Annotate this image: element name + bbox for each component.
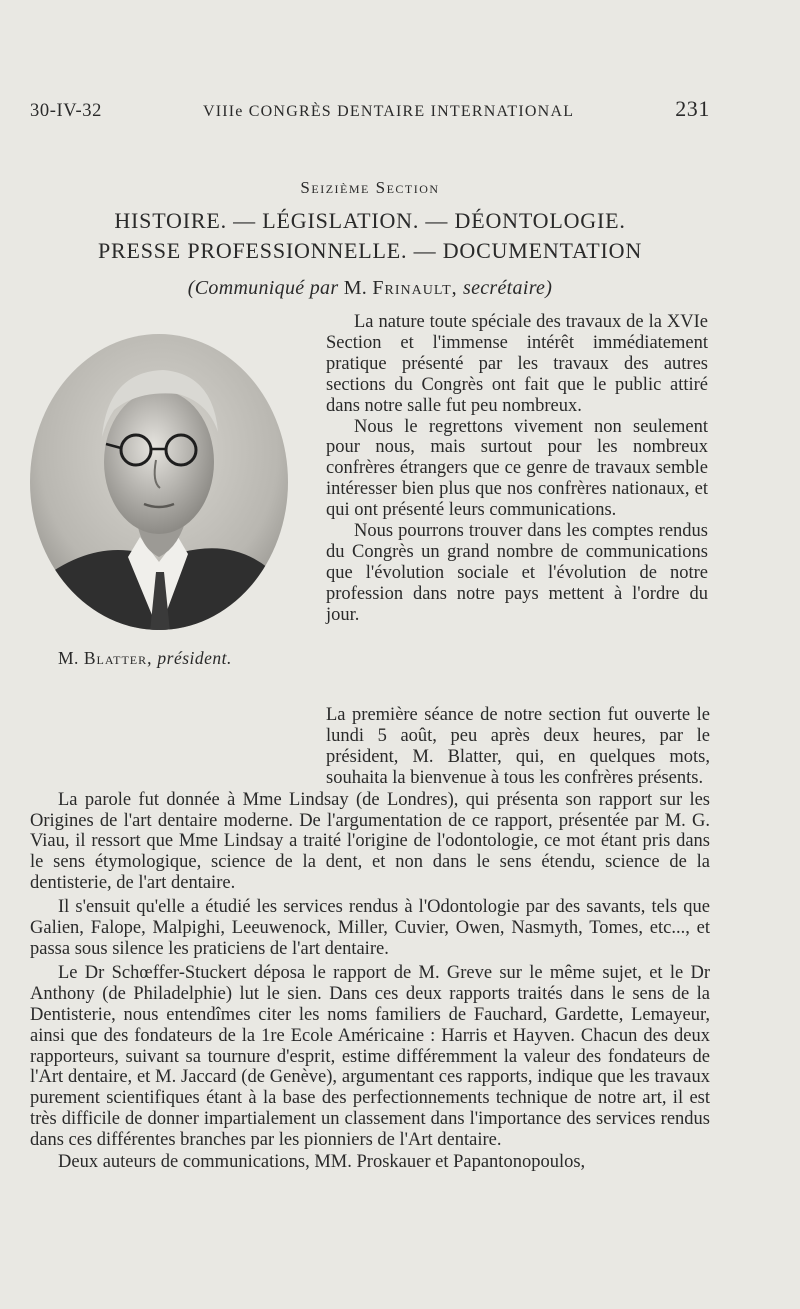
- header-date: 30-IV-32: [30, 101, 102, 121]
- communique-open: (Communiqué par: [187, 277, 344, 299]
- paragraph: Nous le regrettons vivement non seulement pour nous, mais surtout pour les nombreux confrères étrangers que ce genre de travaux semble intéresser bien plus que nos confrères nationaux, et qui ont présenté leurs communications.: [326, 416, 708, 521]
- intro-column: [326, 312, 708, 626]
- communique-name: Frinault,: [372, 277, 458, 299]
- section-heading-line2: PRESSE PROFESSIONNELLE. — DOCUMENTATION: [97, 238, 643, 263]
- caption-name: Blatter,: [83, 648, 153, 668]
- paragraph: Deux auteurs de communications, MM. Proskauer et Papantonopoulos,: [58, 1152, 586, 1173]
- communique-role: secrétaire): [457, 277, 553, 299]
- caption-m: M.: [58, 648, 79, 668]
- paragraph: La parole fut donnée à Mme Lindsay (de Londres), qui présenta son rapport sur les Origines de l'art dentaire moderne. De l'argumentation de ce rapport, présentée par M. G. Viau, il ressort que Mme Lindsay a traité l'origine de l'odontologie, ce mot étant pris dans le sens étymologique, science de la dent, et non dans le sens étendu, science de la dentisterie, de l'art dentaire.: [30, 789, 710, 894]
- paragraph: Il s'ensuit qu'elle a étudié les services rendus à l'Odontologie par des savants, tels que Galien, Falope, Malpighi, Leeuwenock, Miller, Cuvier, Owen, Nasmyth, Tomes, etc..., et passa sous silence les praticiens de l'art dentaire.: [30, 897, 710, 959]
- portrait-photo-icon: [28, 332, 290, 632]
- portrait-caption: [58, 648, 232, 669]
- communique-line: [0, 277, 740, 300]
- header-title: VIIIe CONGRÈS DENTAIRE INTERNATIONAL: [202, 103, 575, 120]
- page-number: 231: [675, 96, 710, 121]
- paragraph: Le Dr Schœffer-Stuckert déposa le rapport de M. Greve sur le même sujet, et le Dr Anthony (de Philadelphie) lut le sien. Dans ces deux rapports traités dans le sens de la Dentisterie, nous entendîmes citer les noms familiers de Fauchard, Gardette, Lemayeur, ainsi que des fondateurs de la 1re Ecole Américaine : Harris et Hayven. Chacun des deux rapporteurs, suivant sa tournure d'esprit, estime différemment la valeur des fondateurs de l'Art dentaire, et M. Jaccard (de Genève), argumentant ces rapports, indique que les travaux purement scientifiques étant à la base des perfectionnements technique de notre art, il est très difficile de donner impartialement un classement dans l'importance des services rendus dans ces différentes branches par les pionniers de l'Art dentaire.: [30, 962, 710, 1151]
- section-heading-line1: HISTOIRE. — LÉGISLATION. — DÉONTOLOGIE.: [114, 208, 626, 233]
- body-text: [30, 705, 710, 1173]
- communique-m: M.: [343, 277, 368, 299]
- paragraph: La première séance de notre section fut ouverte le lundi 5 août, peu après deux heures, par le président, M. Blatter, qui, en quelques mots, souhaita la bienvenue à tous les confrères présents.: [326, 705, 710, 788]
- paragraph: La nature toute spéciale des travaux de la XVIe Section et l'immense intérêt immédiatement pratique présenté par les travaux des autres sections du Congrès ont fait que le public attiré dans notre salle fut peu nombreux.: [326, 312, 708, 416]
- paragraph: Nous pourrons trouver dans les comptes rendus du Congrès un grand nombre de communications que l'évolution sociale et l'évolution de notre profession dans notre pays mettent à l'ordre du jour.: [326, 521, 708, 625]
- running-header: [30, 96, 710, 122]
- section-label: Seizième Section: [300, 178, 440, 197]
- caption-role: président.: [157, 648, 232, 668]
